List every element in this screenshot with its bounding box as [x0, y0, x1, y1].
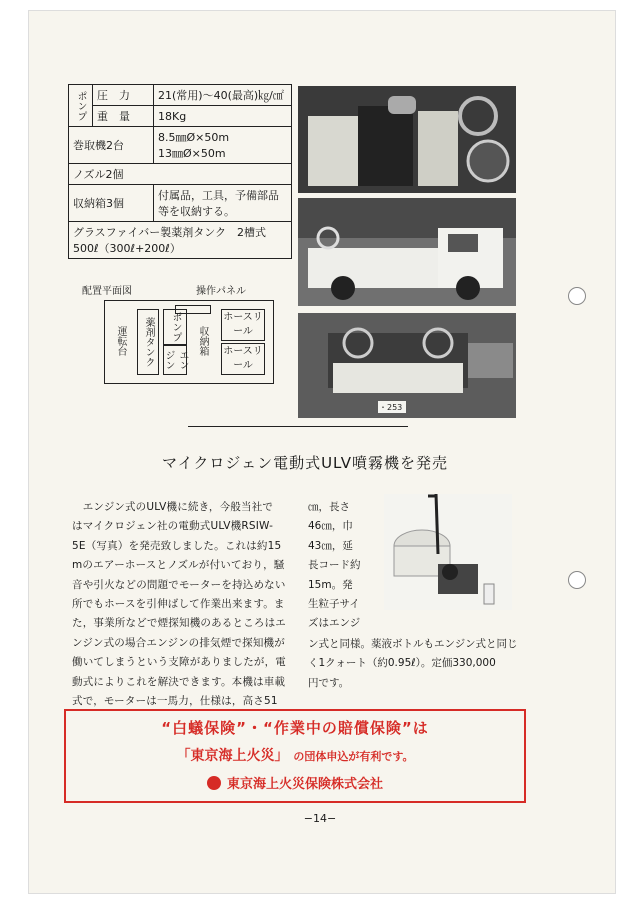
text-line: ンジン式の場合エンジンの排気煙で探知機が [72, 636, 285, 649]
text-line: ン式と同様。薬液ボトルもエンジン式と同じ [308, 638, 518, 650]
product-photo [384, 494, 512, 610]
tank-line-1: グラスファイバー製薬剤タンク 2槽式 [73, 226, 267, 239]
panel-label: 操作パネル [196, 286, 246, 297]
article-body-continued [308, 635, 526, 693]
text-line: 働いてしまうという支障がありましたが，電 [72, 656, 286, 669]
storage-value: 付属品，工具，予備部品等を収納する。 [154, 185, 292, 222]
text-line: ㎝，長さ [308, 501, 350, 513]
text-line: た，事業所などで煙探知機のあるところはエ [72, 617, 286, 630]
spec-table [68, 84, 292, 259]
text-line: 音や引火などの問題でモーターを持込めない [72, 578, 286, 591]
reel-value-1: 8.5㎜Ø×50m [158, 131, 230, 144]
storage-label: 収納箱3個 [69, 185, 154, 222]
pressure-value: 21(常用)～40(最高)㎏/㎠ [154, 85, 292, 106]
insurance-ad [64, 709, 526, 803]
text-line: mのエアーホースとノズルが付いており，騒 [72, 559, 285, 572]
nozzle-row: ノズル2個 [69, 164, 292, 185]
reel-values [154, 127, 292, 164]
weight-label: 重 量 [93, 106, 154, 127]
layout-title: 配置平面図 [82, 286, 132, 297]
ad-line-3 [66, 773, 524, 792]
photo-equipment-top [298, 86, 516, 193]
punch-hole-top [568, 287, 586, 305]
text-line: 5E（写真）を発売致しました。これは約15 [72, 539, 282, 552]
text-line: 長コード約 [308, 559, 361, 572]
text-line: 46㎝，巾 [308, 520, 353, 533]
engine-box: エンジン [163, 345, 187, 375]
plate-number: ・253 [379, 403, 403, 412]
photo-truck-side [298, 198, 516, 306]
text-line: ズはエンジ [308, 617, 361, 630]
page-number: −14− [303, 812, 337, 825]
pump-box: ポンプ [163, 309, 187, 345]
company-logo-icon [207, 776, 221, 790]
text-line: 円です。 [308, 676, 350, 689]
text-line: 式で，モーターは一馬力，仕様は，高さ51 [72, 695, 278, 708]
article-body-right [308, 498, 378, 634]
tank-line-2: 500ℓ（300ℓ+200ℓ） [73, 242, 181, 255]
text-line: 所でもホースを引伸ばして作業出来ます。ま [72, 598, 285, 611]
driver-cab: 運転台 [115, 326, 126, 356]
photo-truck-rear [298, 313, 516, 418]
article-headline: マイクロジェン電動式ULV噴霧機を発売 [161, 454, 449, 472]
ad-company-name: 東京海上火災保険株式会社 [226, 777, 383, 792]
text-line: エンジン式のULV機に続き，今般当社で [72, 501, 274, 513]
pump-label: ポンプ [69, 85, 93, 127]
text-line: 15m。発 [308, 578, 353, 591]
hose-reel-1: ホースリール [221, 309, 265, 341]
punch-hole-bottom [568, 571, 586, 589]
text-line: 生粒子サイ [308, 598, 360, 611]
reel-label: 巻取機2台 [69, 127, 154, 164]
pressure-label: 圧 力 [93, 85, 154, 106]
article-body-left [72, 498, 292, 711]
chem-tank-box: 薬剤タンク [137, 309, 159, 375]
ad-company-short: 「東京海上火災」 [176, 748, 289, 764]
weight-value: 18Kg [154, 106, 292, 127]
ad-group-note: の団体申込が有利です。 [293, 750, 414, 763]
ad-line-1: “白蟻保険”・“作業中の賠償保険”は [161, 719, 429, 737]
hose-reel-2: ホースリール [221, 343, 265, 375]
ad-line-2 [66, 745, 524, 765]
text-line: く1クォート（約0.95ℓ）。定価330,000 [308, 657, 496, 670]
layout-diagram [104, 300, 274, 384]
storage-box: 収納箱 [197, 326, 208, 356]
text-line: 動式によりこれを解決できます。本機は車載 [72, 675, 286, 688]
text-line: 43㎝，延 [308, 539, 353, 552]
text-line: はマイクロジェン社の電動式ULV機RSIW- [72, 520, 274, 533]
tank-row [69, 222, 292, 259]
section-divider [188, 426, 408, 427]
reel-value-2: 13㎜Ø×50m [158, 147, 226, 160]
